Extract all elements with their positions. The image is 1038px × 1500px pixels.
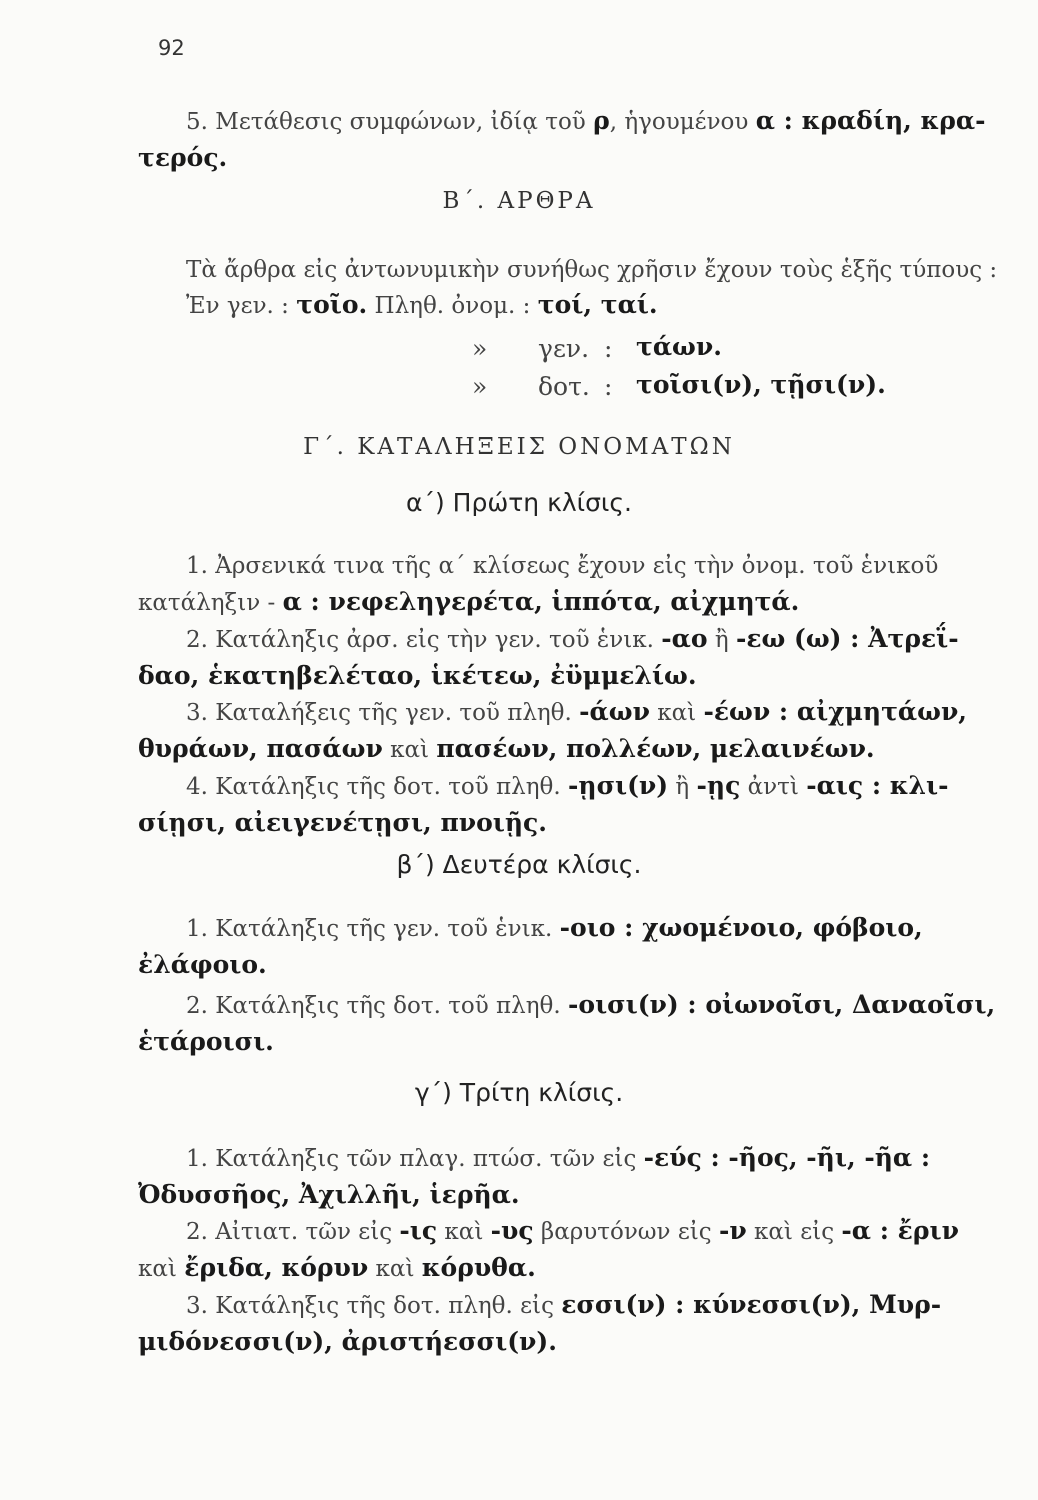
text: εσσι(ν) : κύνεσσι(ν), Μυρ-	[561, 1290, 942, 1319]
text: ἀντὶ	[740, 774, 807, 800]
text: -αο	[661, 624, 708, 653]
text-line	[138, 584, 928, 621]
page-number: 92	[158, 36, 185, 60]
text-line: μιδόνεσσι(ν), ἀριστήεσσι(ν).	[138, 1327, 557, 1356]
text: 2. Αἰτιατ. τῶν εἰς	[186, 1219, 400, 1245]
text: -οιο : χωομένοιο, φόβοιο,	[559, 913, 923, 942]
text: -ῃσι(ν)	[568, 771, 669, 800]
text-line: Τὰ ἄρθρα εἰς ἀντωνυμικὴν συνήθως χρῆσιν ἔχουν τοὺς ἑξῆς τύπους :	[186, 257, 998, 283]
text: -υς	[490, 1216, 534, 1245]
text: α : νεφεληγερέτα, ἱππότα, αἰχμητά.	[282, 587, 800, 616]
text: καὶ	[382, 737, 437, 763]
text: -αις : κλι-	[806, 771, 949, 800]
text: Μετάθεσις συμφώνων, ἰδίᾳ τοῦ	[207, 109, 594, 135]
text: βαρυτόνων εἰς	[533, 1219, 719, 1245]
section-heading-noun-endings: Γ΄. ΚΑΤΑΛΗΞΕΙΣ ΟΝΟΜΑΤΩΝ	[303, 434, 735, 460]
text-line: ἐλάφοιο.	[138, 950, 267, 979]
text-line: 1. Ἀρσενικά τινα τῆς α΄ κλίσεως ἔχουν εἰς τὴν ὀνομ. τοῦ ἑνικοῦ	[186, 553, 939, 579]
case-label: δοτ.	[538, 372, 590, 401]
text: -εω (ω) : Ἀτρεΐ-	[735, 624, 959, 653]
text: Ἐν γεν. :	[186, 293, 297, 319]
text-line	[138, 731, 928, 768]
text: , ἡγουμένου	[609, 109, 756, 135]
text-line: Ὀδυσσῆος, Ἀχιλλῆι, ἱερῆα.	[138, 1180, 520, 1209]
text: α : κραδίη, κρα-	[755, 106, 986, 135]
text: καὶ	[138, 1256, 185, 1282]
text: καὶ	[649, 700, 704, 726]
text: 1. Κατάληξις τῆς γεν. τοῦ ἑνικ.	[186, 916, 560, 942]
colon: :	[604, 334, 613, 363]
text: ρ	[593, 106, 610, 135]
text: καὶ	[368, 1256, 422, 1282]
text: -έων : αἰχμητάων,	[703, 697, 967, 726]
article-form: τοῖσι(ν), τῇσι(ν).	[636, 370, 886, 399]
text-line	[138, 910, 928, 947]
colon: :	[604, 372, 613, 401]
text: -ις	[399, 1216, 438, 1245]
text: τοῖο.	[296, 290, 368, 319]
text-line	[138, 1213, 959, 1250]
text: Πληθ. ὀνομ. :	[367, 293, 538, 319]
first-declension-items	[138, 548, 967, 841]
text: κόρυθα.	[421, 1253, 536, 1282]
article-form: τάων.	[636, 332, 722, 361]
text-line	[138, 103, 986, 140]
article-row-1	[186, 290, 658, 319]
subheading-first-declension: α΄) Πρώτη κλίσις.	[405, 488, 633, 517]
text: θυράων, πασάων	[138, 734, 383, 763]
ditto-mark: »	[472, 334, 488, 363]
text: πασέων, πολλέων, μελαινέων.	[436, 734, 875, 763]
text-line	[138, 694, 967, 731]
intro-paragraph	[138, 103, 986, 176]
text: 1. Κατάληξις τῶν πλαγ. πτώσ. τῶν εἰς	[186, 1146, 644, 1172]
case-label: γεν.	[538, 334, 590, 363]
text: -εύς : -ῆος, -ῆι, -ῆα :	[643, 1143, 931, 1172]
second-declension-items	[138, 910, 996, 1060]
text: καὶ εἰς	[746, 1219, 842, 1245]
text: καὶ	[437, 1219, 491, 1245]
section-heading-articles: Β΄. ΑΡΘΡΑ	[442, 188, 596, 214]
ditto-mark: »	[472, 372, 488, 401]
text: -α : ἔριν	[841, 1216, 959, 1245]
text: 3. Καταλήξεις τῆς γεν. τοῦ πληθ.	[186, 700, 580, 726]
text: -ῃς	[696, 771, 741, 800]
text: κατάληξιν -	[138, 590, 283, 616]
text: τοί, ταί.	[537, 290, 658, 319]
text: 5.	[186, 109, 208, 135]
text-line: δαο, ἑκατηβελέταο, ἱκέτεω, ἐϋμμελίω.	[138, 661, 697, 690]
text-line	[138, 1250, 928, 1287]
text: 2. Κατάληξις τῆς δοτ. τοῦ πληθ.	[186, 993, 569, 1019]
text: 3. Κατάληξις τῆς δοτ. πληθ. εἰς	[186, 1293, 562, 1319]
text-line	[138, 768, 949, 805]
subheading-third-declension: γ΄) Τρίτη κλίσις.	[414, 1078, 624, 1107]
text-line: ἑτάροισι.	[138, 1027, 274, 1056]
text: -ν	[718, 1216, 747, 1245]
articles-intro	[138, 252, 998, 288]
text: ἢ	[707, 627, 736, 653]
third-declension-items	[138, 1140, 959, 1360]
text: -οισι(ν) : οἰωνοῖσι, Δαναοῖσι,	[568, 990, 996, 1019]
text-line	[138, 621, 959, 658]
text: ἔριδα, κόρυν	[184, 1253, 369, 1282]
text: 4. Κατάληξις τῆς δοτ. τοῦ πληθ.	[186, 774, 569, 800]
text-line: σίῃσι, αἰειγενέτῃσι, πνοιῇς.	[138, 808, 547, 837]
text-line	[138, 1287, 942, 1324]
subheading-second-declension: β΄) Δευτέρα κλίσις.	[396, 850, 642, 879]
text-line	[138, 1140, 931, 1177]
text-line: τερός.	[138, 143, 228, 172]
text: ἢ	[668, 774, 697, 800]
text-line	[138, 987, 996, 1024]
text: 2. Κατάληξις ἀρσ. εἰς τὴν γεν. τοῦ ἑνικ.	[186, 627, 662, 653]
text: -άων	[579, 697, 650, 726]
